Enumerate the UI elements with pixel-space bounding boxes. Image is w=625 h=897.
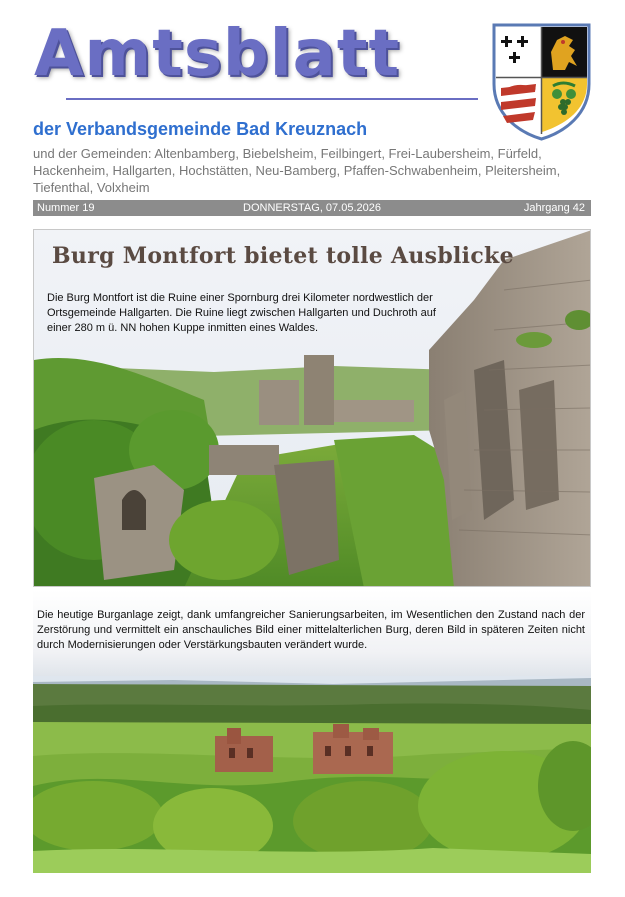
valley-photo — [33, 676, 591, 873]
masthead-subtitle: der Verbandsgemeinde Bad Kreuznach — [33, 119, 368, 139]
communities-list: und der Gemeinden: Altenbamberg, Biebelsheim, Feilbingert, Frei-Laubersheim, Fürfeld, Hackenheim, Hallgarten, Hochstätten, Neu-Bamberg, Pfaffen-Schwabenheim, Pleitersheim, Tiefenthal, Volxheim — [33, 146, 561, 195]
coat-of-arms — [491, 22, 592, 142]
feature-title: Burg Montfort bietet tolle Ausblicke — [52, 243, 514, 269]
masthead-title: Amtsblatt — [34, 17, 401, 91]
feature-body: Die heutige Burganlage zeigt, dank umfangreicher Sanierungsarbeiten, im Wesentlichen den Zustand nach der Zerstörung und vermittelt ein anschauliches Bild einer mittelalterlichen Burg, deren Bild in späteren Zeiten nicht durch Modernisierungen oder Verstärkungsbauten verändert wurde. — [37, 609, 585, 651]
issue-volume: Jahrgang 42 — [523, 202, 585, 214]
issue-number: Nummer 19 — [37, 202, 95, 214]
castle-ruin-photo — [33, 229, 591, 587]
text-band — [33, 590, 591, 678]
issue-info-bar — [33, 200, 591, 216]
issue-date: DONNERSTAG, 07.05.2026 — [243, 202, 381, 214]
feature-intro: Die Burg Montfort ist die Ruine einer Spornburg drei Kilometer nordwestlich der Ortsgemeinde Hallgarten. Die Ruine liegt zwischen Hallgarten und Duchroth auf einer 280 m ü. NN hohen Kuppe inmitten eines Waldes. — [47, 292, 436, 334]
masthead-rule — [66, 98, 478, 100]
